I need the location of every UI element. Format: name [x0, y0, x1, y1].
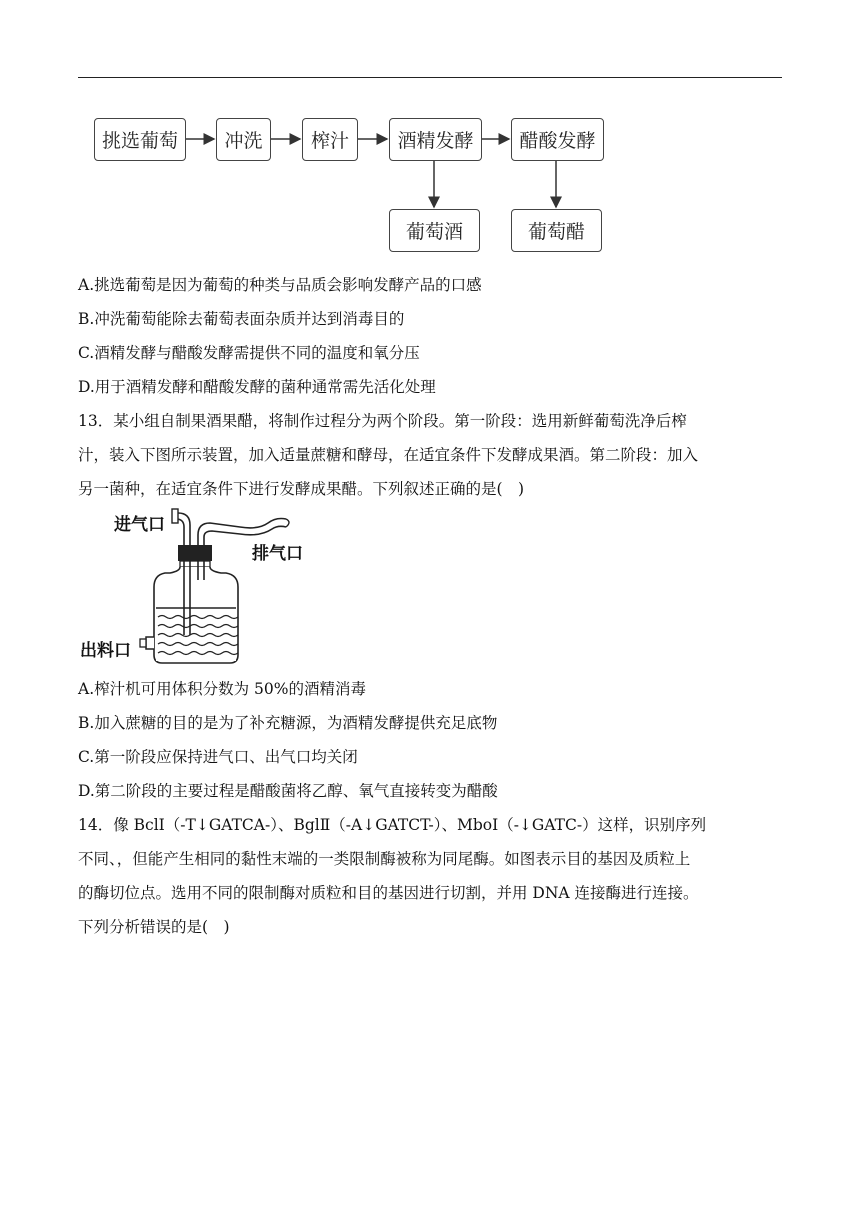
discharge-port	[146, 637, 154, 649]
q13-option-a: A.榨汁机可用体积分数为 50%的酒精消毒	[78, 680, 366, 698]
q13-stem-line-1: 13．某小组自制果酒果醋，将制作过程分为两个阶段。第一阶段：选用新鲜葡萄洗净后榨	[78, 412, 687, 430]
flow-step-acetic-fermentation: 醋酸发酵	[511, 118, 604, 161]
bottle-stopper	[178, 545, 212, 561]
q13-stem-line-2: 汁，装入下图所示装置，加入适量蔗糖和酵母，在适宜条件下发酵成果酒。第二阶段：加入	[78, 446, 699, 464]
q13-option-c: C.第一阶段应保持进气口、出气口均关闭	[78, 748, 358, 766]
process-flowchart	[0, 0, 860, 270]
q12-option-b: B.冲洗葡萄能除去葡萄表面杂质并达到消毒目的	[78, 310, 405, 328]
flow-step-alcohol-fermentation: 酒精发酵	[389, 118, 482, 161]
q14-stem-line-3: 的酶切位点。选用不同的限制酶对质粒和目的基因进行切割，并用 DNA 连接酶进行连接。	[78, 884, 699, 902]
fermentation-device-figure	[80, 505, 320, 670]
q14-stem-line-4: 下列分析错误的是( )	[78, 918, 230, 936]
q12-option-c: C.酒精发酵与醋酸发酵需提供不同的温度和氧分压	[78, 344, 420, 362]
flow-product-wine: 葡萄酒	[389, 209, 480, 252]
q12-option-a: A.挑选葡萄是因为葡萄的种类与品质会影响发酵产品的口感	[78, 276, 482, 294]
inlet-clamp	[172, 509, 178, 523]
q13-option-b: B.加入蔗糖的目的是为了补充糖源，为酒精发酵提供充足底物	[78, 714, 498, 732]
discharge-label: 出料口	[80, 641, 131, 661]
flow-step-select: 挑选葡萄	[94, 118, 186, 161]
q14-stem-line-2: 不同、，但能产生相同的黏性末端的一类限制酶被称为同尾酶。如图表示目的基因及质粒上	[78, 850, 691, 868]
q12-option-d: D.用于酒精发酵和醋酸发酵的菌种通常需先活化处理	[78, 378, 436, 396]
flow-step-wash: 冲洗	[216, 118, 271, 161]
q13-stem-line-3: 另一菌种，在适宜条件下进行发酵成果醋。下列叙述正确的是( )	[78, 480, 525, 498]
flow-step-juice: 榨汁	[302, 118, 358, 161]
q14-stem-line-1: 14．像 BclⅠ（-T↓GATCA-）、BglⅡ（-A↓GATCT-）、MboⅠ（-↓GATC-）这样，识别序列	[78, 816, 707, 834]
outlet-label: 排气口	[252, 544, 303, 564]
flow-product-vinegar: 葡萄醋	[511, 209, 602, 252]
q13-option-d: D.第二阶段的主要过程是醋酸菌将乙醇、氧气直接转变为醋酸	[78, 782, 498, 800]
inlet-label: 进气口	[114, 515, 165, 535]
